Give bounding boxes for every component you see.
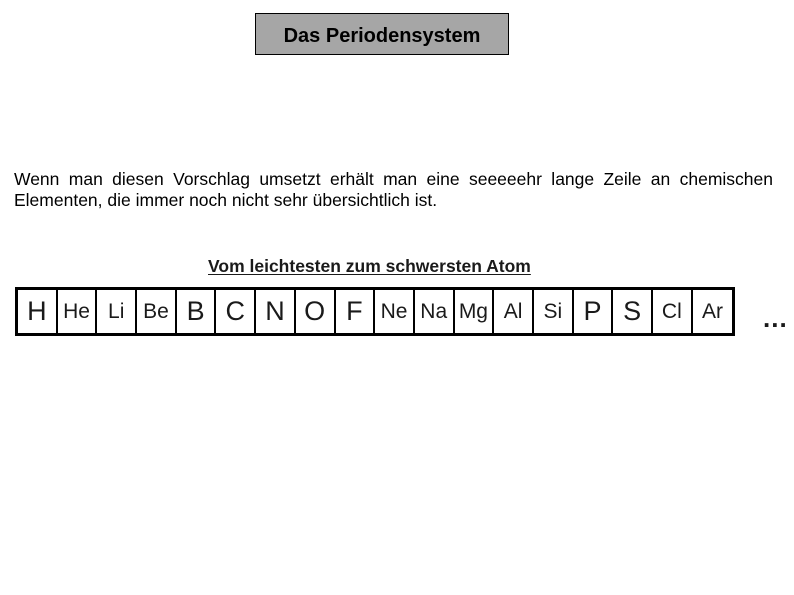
element-sequence-row <box>15 287 735 336</box>
element-cell <box>177 290 217 333</box>
element-symbol: Li <box>108 300 125 323</box>
element-cell <box>296 290 336 333</box>
element-symbol: F <box>346 296 363 326</box>
element-cell <box>455 290 495 333</box>
element-symbol: Ar <box>702 300 724 323</box>
element-symbol: B <box>186 296 205 326</box>
element-cell <box>336 290 376 333</box>
element-symbol: He <box>63 300 90 323</box>
element-cell <box>653 290 693 333</box>
element-cell <box>574 290 614 333</box>
element-symbol: Na <box>420 300 448 323</box>
page-title: Das Periodensystem <box>283 24 481 47</box>
element-symbol: Mg <box>458 300 488 323</box>
element-cell <box>415 290 455 333</box>
element-cell <box>58 290 98 333</box>
element-symbol: C <box>225 296 246 326</box>
element-symbol: Al <box>503 300 523 323</box>
element-cell <box>97 290 137 333</box>
continuation-ellipsis: ... <box>763 303 788 333</box>
element-cell <box>216 290 256 333</box>
element-symbol: N <box>265 296 285 326</box>
element-symbol: Ne <box>380 300 408 323</box>
element-symbol: Be <box>143 300 169 323</box>
element-symbol: S <box>623 296 642 326</box>
element-symbol: O <box>304 296 326 326</box>
element-cell <box>137 290 177 333</box>
element-cell <box>534 290 574 333</box>
element-symbol: Cl <box>661 300 682 323</box>
element-cell <box>18 290 58 333</box>
element-symbol: P <box>583 296 602 326</box>
element-cell <box>375 290 415 333</box>
element-symbol: Si <box>543 300 563 323</box>
intro-paragraph: Wenn man diesen Vorschlag umsetzt erhält man eine seeeeehr lange Zeile an chemischen Elementen, die immer noch nicht sehr übersichtlich ist. <box>14 169 773 210</box>
element-symbol: H <box>27 296 47 326</box>
element-cell <box>693 290 733 333</box>
element-cell <box>494 290 534 333</box>
element-cell <box>613 290 653 333</box>
page-title-box <box>255 13 509 55</box>
element-cell <box>256 290 296 333</box>
diagram-title: Vom leichtesten zum schwersten Atom <box>208 256 531 276</box>
